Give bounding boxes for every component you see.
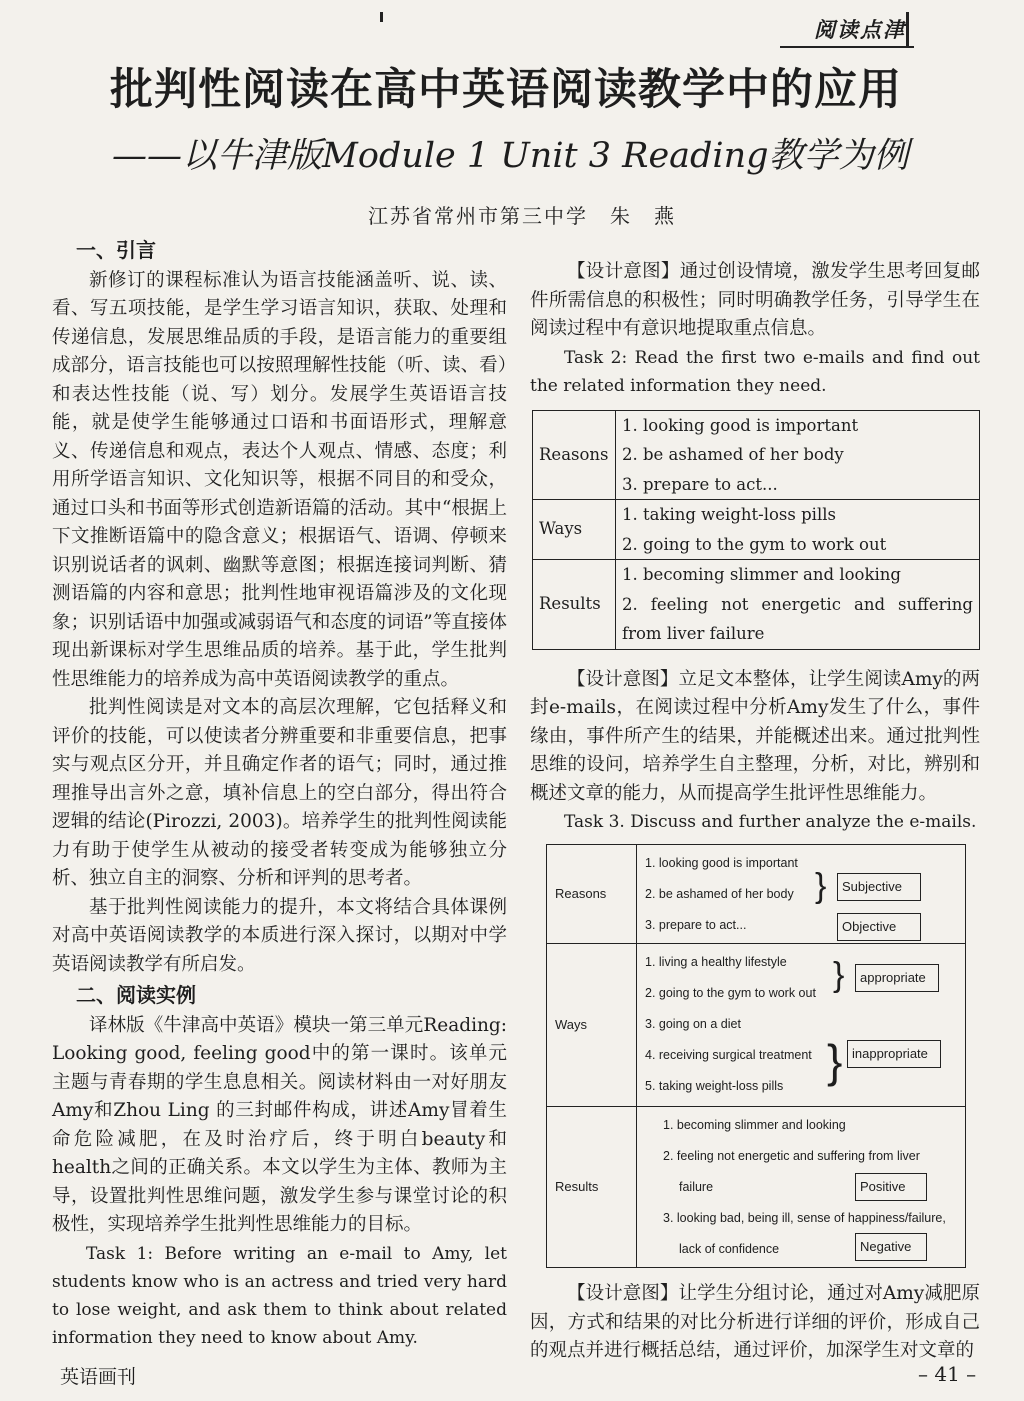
table-cell: 3. going on a diet	[645, 1017, 741, 1031]
task2-table	[532, 410, 980, 650]
label-negative: Negative	[855, 1233, 927, 1261]
label-subjective: Subjective	[837, 873, 921, 901]
brace-icon: }	[815, 867, 827, 905]
table-cell: 1. becoming slimmer and looking	[663, 1118, 846, 1132]
journal-name: 英语画刊	[60, 1366, 137, 1388]
table-label-reasons: Reasons	[533, 410, 616, 500]
table-cell: 3. prepare to act...	[622, 474, 778, 494]
table-cell: 3. prepare to act...	[645, 918, 747, 932]
article-subtitle: ——以牛津版Module 1 Unit 3 Reading教学为例	[112, 136, 909, 176]
table-cell: 1. living a healthy lifestyle	[645, 955, 787, 969]
table-cell: 2. be ashamed of her body	[622, 445, 844, 464]
design-intent-2: 【设计意图】立足文本整体，让学生阅读Amy的两封e-mails，在阅读过程中分析Amy发生了什么，事件缘由，事件所产生的结果，并能概述出来。通过批判性思维的设问，培养学生自主整理，分析，对比，辨别和概述文章的能力，从而提高学生批评性思维能力。	[530, 668, 980, 804]
paragraph: 基于批判性阅读能力的提升，本文将结合具体课例对高中英语阅读教学的本质进行深入探讨，以期对中学英语阅读教学有所启发。	[52, 896, 507, 975]
table-cell: 1. looking good is important	[622, 415, 859, 435]
author-line: 江苏省常州市第三中学 朱 燕	[368, 204, 676, 228]
table-label-ways: Ways	[533, 500, 616, 560]
task-2: Task 2: Read the first two e-mails and find out the related information they need.	[530, 347, 980, 396]
header-divider	[906, 12, 909, 46]
design-intent-1: 【设计意图】通过创设情境，激发学生思考回复邮件所需信息的积极性；同时明确教学任务，引导学生在阅读过程中有意识地提取重点信息。	[530, 261, 980, 339]
section-tag: 阅读点津	[814, 17, 906, 42]
table-cell: 1. becoming slimmer and looking	[622, 565, 901, 584]
table-cell: failure	[679, 1180, 714, 1194]
table-cell: 4. receiving surgical treatment	[645, 1048, 812, 1062]
label-objective: Objective	[837, 913, 921, 941]
page-number: – 41 –	[918, 1362, 977, 1386]
label-inappropriate: inappropriate	[847, 1040, 941, 1068]
paragraph: 批判性阅读是对文本的高层次理解，它包括释义和评价的技能，可以使读者分辨重要和非重要信息，把事实与观点区分开，并且确定作者的语气；同时，通过推理推导出言外之意，填补信息上的空白部分，得出符合逻辑的结论(Pirozzi, 2003)。培养学生的批判性阅读能力有助于使学生从被动的接受者转变成为能够独立分析、独立自主的洞察、分析和评判的思考者。	[52, 697, 507, 889]
task-1: Task 1: Before writing an e-mail to Amy, let students know who is an actress and tried very hard to lose weight, and ask them to think about related information they need to know about Amy.	[52, 1243, 507, 1348]
section-heading-intro: 一、引言	[76, 238, 156, 262]
paragraph: 译林版《牛津高中英语》模块一第三单元Reading: Looking good, feeling good中的第一课时。该单元主题与青春期的学生息息相关。阅读材料由一对好朋友Amy和Zhou Ling 的三封邮件构成，讲述Amy冒着生命危险减肥，在及时治疗后，终于明白beauty和 health之间的正确关系。本文以学生为主体、教师为主导，设置批判性思维问题，激发学生参与课堂讨论的积极性，实现培养学生批判性思维能力的目标。	[52, 1014, 507, 1235]
brace-icon: }	[833, 956, 845, 994]
table-cell: 2. be ashamed of her body	[645, 887, 794, 901]
header-tick	[380, 12, 383, 22]
paragraph: 新修订的课程标准认为语言技能涵盖听、说、读、看、写五项技能，是学生学习语言知识，获取、处理和传递信息，发展思维品质的手段，是语言能力的重要组成部分，语言技能也可以按照理解性技能（听、读、看）和表达性技能（说、写）划分。发展学生英语语言技能，就是使学生能够通过口语和书面语形式，理解意义、传递信息和观点，表达个人观点、情感、态度；利用所学语言知识、文化知识等，根据不同目的和受众，通过口头和书面等形式创造新语篇的活动。其中“根据上下文推断语篇中的隐含意义；根据语气、语调、停顿来识别说话者的讽刺、幽默等意图；根据连接词判断、猜测语篇的内容和意思；批判性地审视语篇涉及的文化现象；识别话语中加强或减弱语气和态度的词语”等直接体现出新课标对学生思维品质的培养。基于此，学生批判性思维能力的培养成为高中英语阅读教学的重点。	[52, 269, 507, 690]
table-label-reasons: Reasons	[547, 845, 637, 943]
brace-icon: }	[827, 1035, 843, 1087]
task-3: Task 3. Discuss and further analyze the e-mails.	[564, 812, 977, 832]
section-heading-example: 二、阅读实例	[76, 983, 196, 1007]
table-cell: 2. going to the gym to work out	[645, 986, 816, 1000]
label-positive: Positive	[855, 1173, 927, 1201]
table-cell: lack of confidence	[679, 1242, 780, 1256]
left-column	[52, 234, 507, 1352]
task3-table	[546, 844, 966, 1268]
table-label-ways: Ways	[547, 944, 637, 1106]
label-appropriate: appropriate	[855, 964, 939, 992]
table-cell: 2. going to the gym to work out	[622, 534, 887, 554]
table-cell: 1. taking weight-loss pills	[622, 505, 836, 524]
header-rule	[780, 46, 914, 48]
table-label-results: Results	[547, 1107, 637, 1267]
article-title: 批判性阅读在高中英语阅读教学中的应用	[110, 65, 902, 115]
right-column	[530, 258, 980, 1366]
table-cell: 3. looking bad, being ill, sense of happiness/failure,	[663, 1211, 946, 1225]
design-intent-3: 【设计意图】让学生分组讨论，通过对Amy减肥原因，方式和结果的对比分析进行详细的评价，形成自己的观点并进行概括总结，通过评价，加深学生对文章的	[530, 1283, 980, 1361]
table-cell: 2. feeling not energetic and suffering from liver failure	[622, 594, 973, 643]
table-label-results: Results	[533, 560, 616, 650]
table-cell: 2. feeling not energetic and suffering from liver	[663, 1149, 920, 1163]
table-cell: 1. looking good is important	[645, 856, 798, 870]
table-cell: 5. taking weight-loss pills	[645, 1079, 784, 1093]
